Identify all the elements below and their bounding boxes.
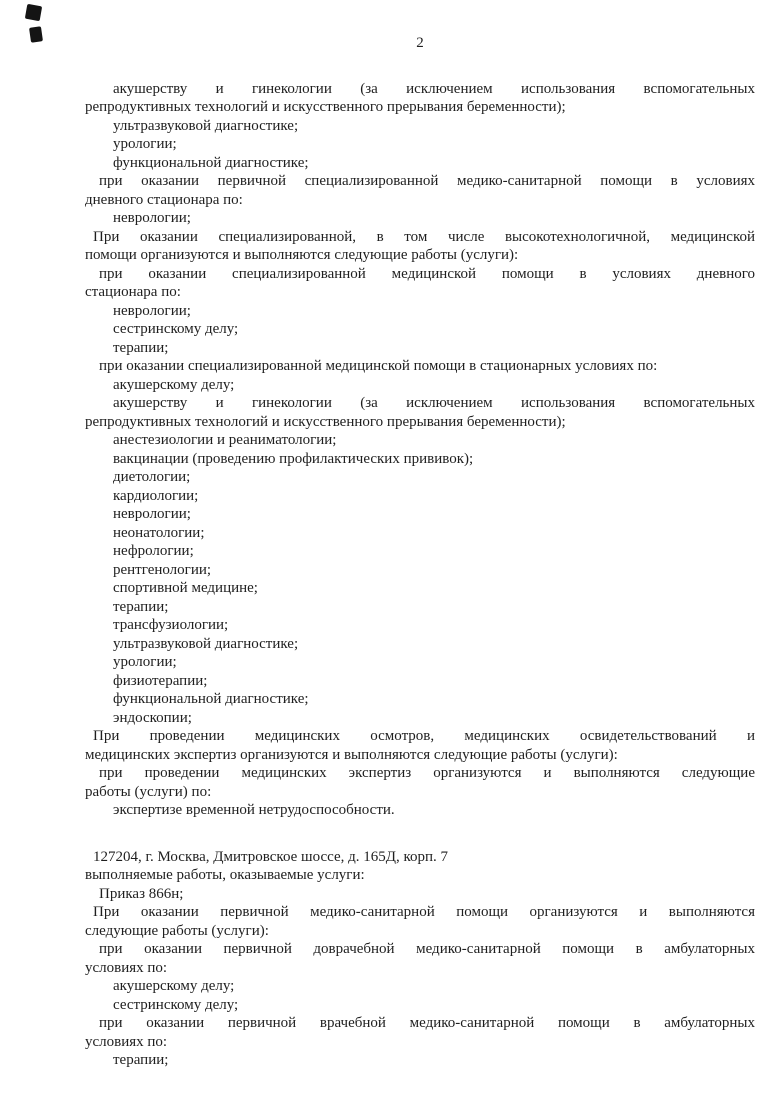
paragraph [85, 357, 755, 376]
text-line: терапии; [113, 339, 169, 356]
text-line: медицинских экспертиз организуются и выполняются следующие работы (услуги): [85, 746, 618, 763]
text-line: ультразвуковой диагностике; [113, 635, 299, 652]
text-line: неврологии; [113, 302, 191, 319]
paragraph [85, 727, 755, 764]
text-line: спортивной медицине; [113, 580, 258, 596]
text-line: Приказ 866н; [99, 885, 184, 902]
text-line: урологии; [113, 136, 177, 152]
paragraph [85, 598, 755, 617]
text-line: неонатологии; [113, 524, 205, 541]
paragraph [85, 172, 755, 209]
paragraph [85, 524, 755, 543]
paragraph [85, 487, 755, 506]
text-line: сестринскому делу; [113, 996, 239, 1013]
text-line: репродуктивных технологий и искусственного прерывания беременности); [85, 413, 566, 430]
text-line: неврологии; [113, 210, 191, 226]
paragraph [85, 1051, 755, 1070]
text-line: условиях по: [85, 1033, 168, 1050]
scan-artifact-icon [29, 26, 43, 43]
text-line: работы (услуги) по: [85, 783, 212, 800]
text-line: при проведении медицинских экспертиз организуются и выполняются следующие [99, 765, 755, 781]
paragraph [85, 848, 755, 867]
paragraph [85, 709, 755, 728]
paragraph [85, 764, 755, 801]
text-line: акушерству и гинекологии (за исключением использования вспомогательных [113, 395, 755, 411]
text-line: неврологии; [113, 506, 191, 522]
text-line: терапии; [113, 1052, 169, 1068]
text-line: При проведении медицинских осмотров, медицинских освидетельствований и [93, 728, 755, 744]
text-line: акушерскому делу; [113, 978, 235, 994]
text-line: функциональной диагностике; [113, 691, 309, 707]
paragraph [85, 117, 755, 136]
paragraph [85, 616, 755, 635]
paragraph [85, 339, 755, 358]
text-line: при оказании первичной доврачебной медико-санитарной помощи в амбулаторных [99, 941, 755, 957]
paragraph [85, 80, 755, 117]
text-line: дневного стационара по: [85, 191, 243, 208]
paragraph [85, 542, 755, 561]
text-line: При оказании специализированной, в том числе высокотехнологичной, медицинской [93, 228, 755, 245]
document-section [85, 848, 755, 1070]
text-line: помощи организуются и выполняются следующие работы (услуги): [85, 247, 519, 263]
paragraph [85, 320, 755, 339]
paragraph [85, 561, 755, 580]
text-line: при оказании первичной врачебной медико-санитарной помощи в амбулаторных [99, 1015, 755, 1031]
paragraph [85, 579, 755, 598]
text-line: репродуктивных технологий и искусственного прерывания беременности); [85, 99, 566, 115]
text-line: диетологии; [113, 469, 191, 485]
paragraph [85, 1014, 755, 1051]
paragraph [85, 394, 755, 431]
text-line: кардиологии; [113, 487, 199, 504]
text-line: ультразвуковой диагностике; [113, 117, 299, 134]
paragraph [85, 940, 755, 977]
paragraph [85, 450, 755, 469]
text-line: при оказании специализированной медицинской помощи в условиях дневного [99, 265, 755, 282]
paragraph [85, 154, 755, 173]
text-line: сестринскому делу; [113, 321, 239, 337]
paragraph [85, 468, 755, 487]
page-content [85, 34, 755, 1070]
text-line: при оказании специализированной медицинской помощи в стационарных условиях по: [99, 358, 658, 374]
document-body [85, 80, 755, 1070]
text-line: физиотерапии; [113, 672, 208, 689]
text-line: следующие работы (услуги): [85, 922, 269, 939]
document-section [85, 80, 755, 820]
paragraph [85, 690, 755, 709]
paragraph [85, 885, 755, 904]
paragraph [85, 228, 755, 265]
paragraph [85, 801, 755, 820]
paragraph [85, 209, 755, 228]
text-line: функциональной диагностике; [113, 154, 309, 171]
text-line: анестезиологии и реаниматологии; [113, 432, 337, 448]
page-number: 2 [416, 35, 424, 51]
text-line: 127204, г. Москва, Дмитровское шоссе, д. 165Д, корп. 7 [93, 848, 449, 865]
text-line: акушерскому делу; [113, 376, 235, 393]
paragraph [85, 635, 755, 654]
text-line: акушерству и гинекологии (за исключением использования вспомогательных [113, 80, 755, 97]
paragraph [85, 376, 755, 395]
paragraph [85, 672, 755, 691]
paragraph [85, 135, 755, 154]
paragraph [85, 431, 755, 450]
paragraph [85, 866, 755, 885]
text-line: эндоскопии; [113, 709, 192, 726]
text-line: стационара по: [85, 284, 181, 300]
scan-artifact-icon [25, 4, 42, 21]
paragraph [85, 505, 755, 524]
text-line: урологии; [113, 654, 177, 670]
text-line: вакцинации (проведению профилактических прививок); [113, 450, 474, 467]
paragraph [85, 265, 755, 302]
paragraph [85, 903, 755, 940]
text-line: терапии; [113, 598, 169, 615]
text-line: трансфузиологии; [113, 617, 229, 633]
paragraph [85, 977, 755, 996]
text-line: при оказании первичной специализированной медико-санитарной помощи в условиях [99, 173, 755, 189]
text-line: При оказании первичной медико-санитарной помощи организуются и выполняются [93, 904, 755, 920]
paragraph [85, 302, 755, 321]
text-line: рентгенологии; [113, 561, 212, 578]
text-line: условиях по: [85, 959, 168, 976]
paragraph [85, 996, 755, 1015]
text-line: выполняемые работы, оказываемые услуги: [85, 867, 365, 883]
text-line: нефрологии; [113, 543, 194, 559]
paragraph [85, 653, 755, 672]
text-line: экспертизе временной нетрудоспособности. [113, 802, 395, 818]
